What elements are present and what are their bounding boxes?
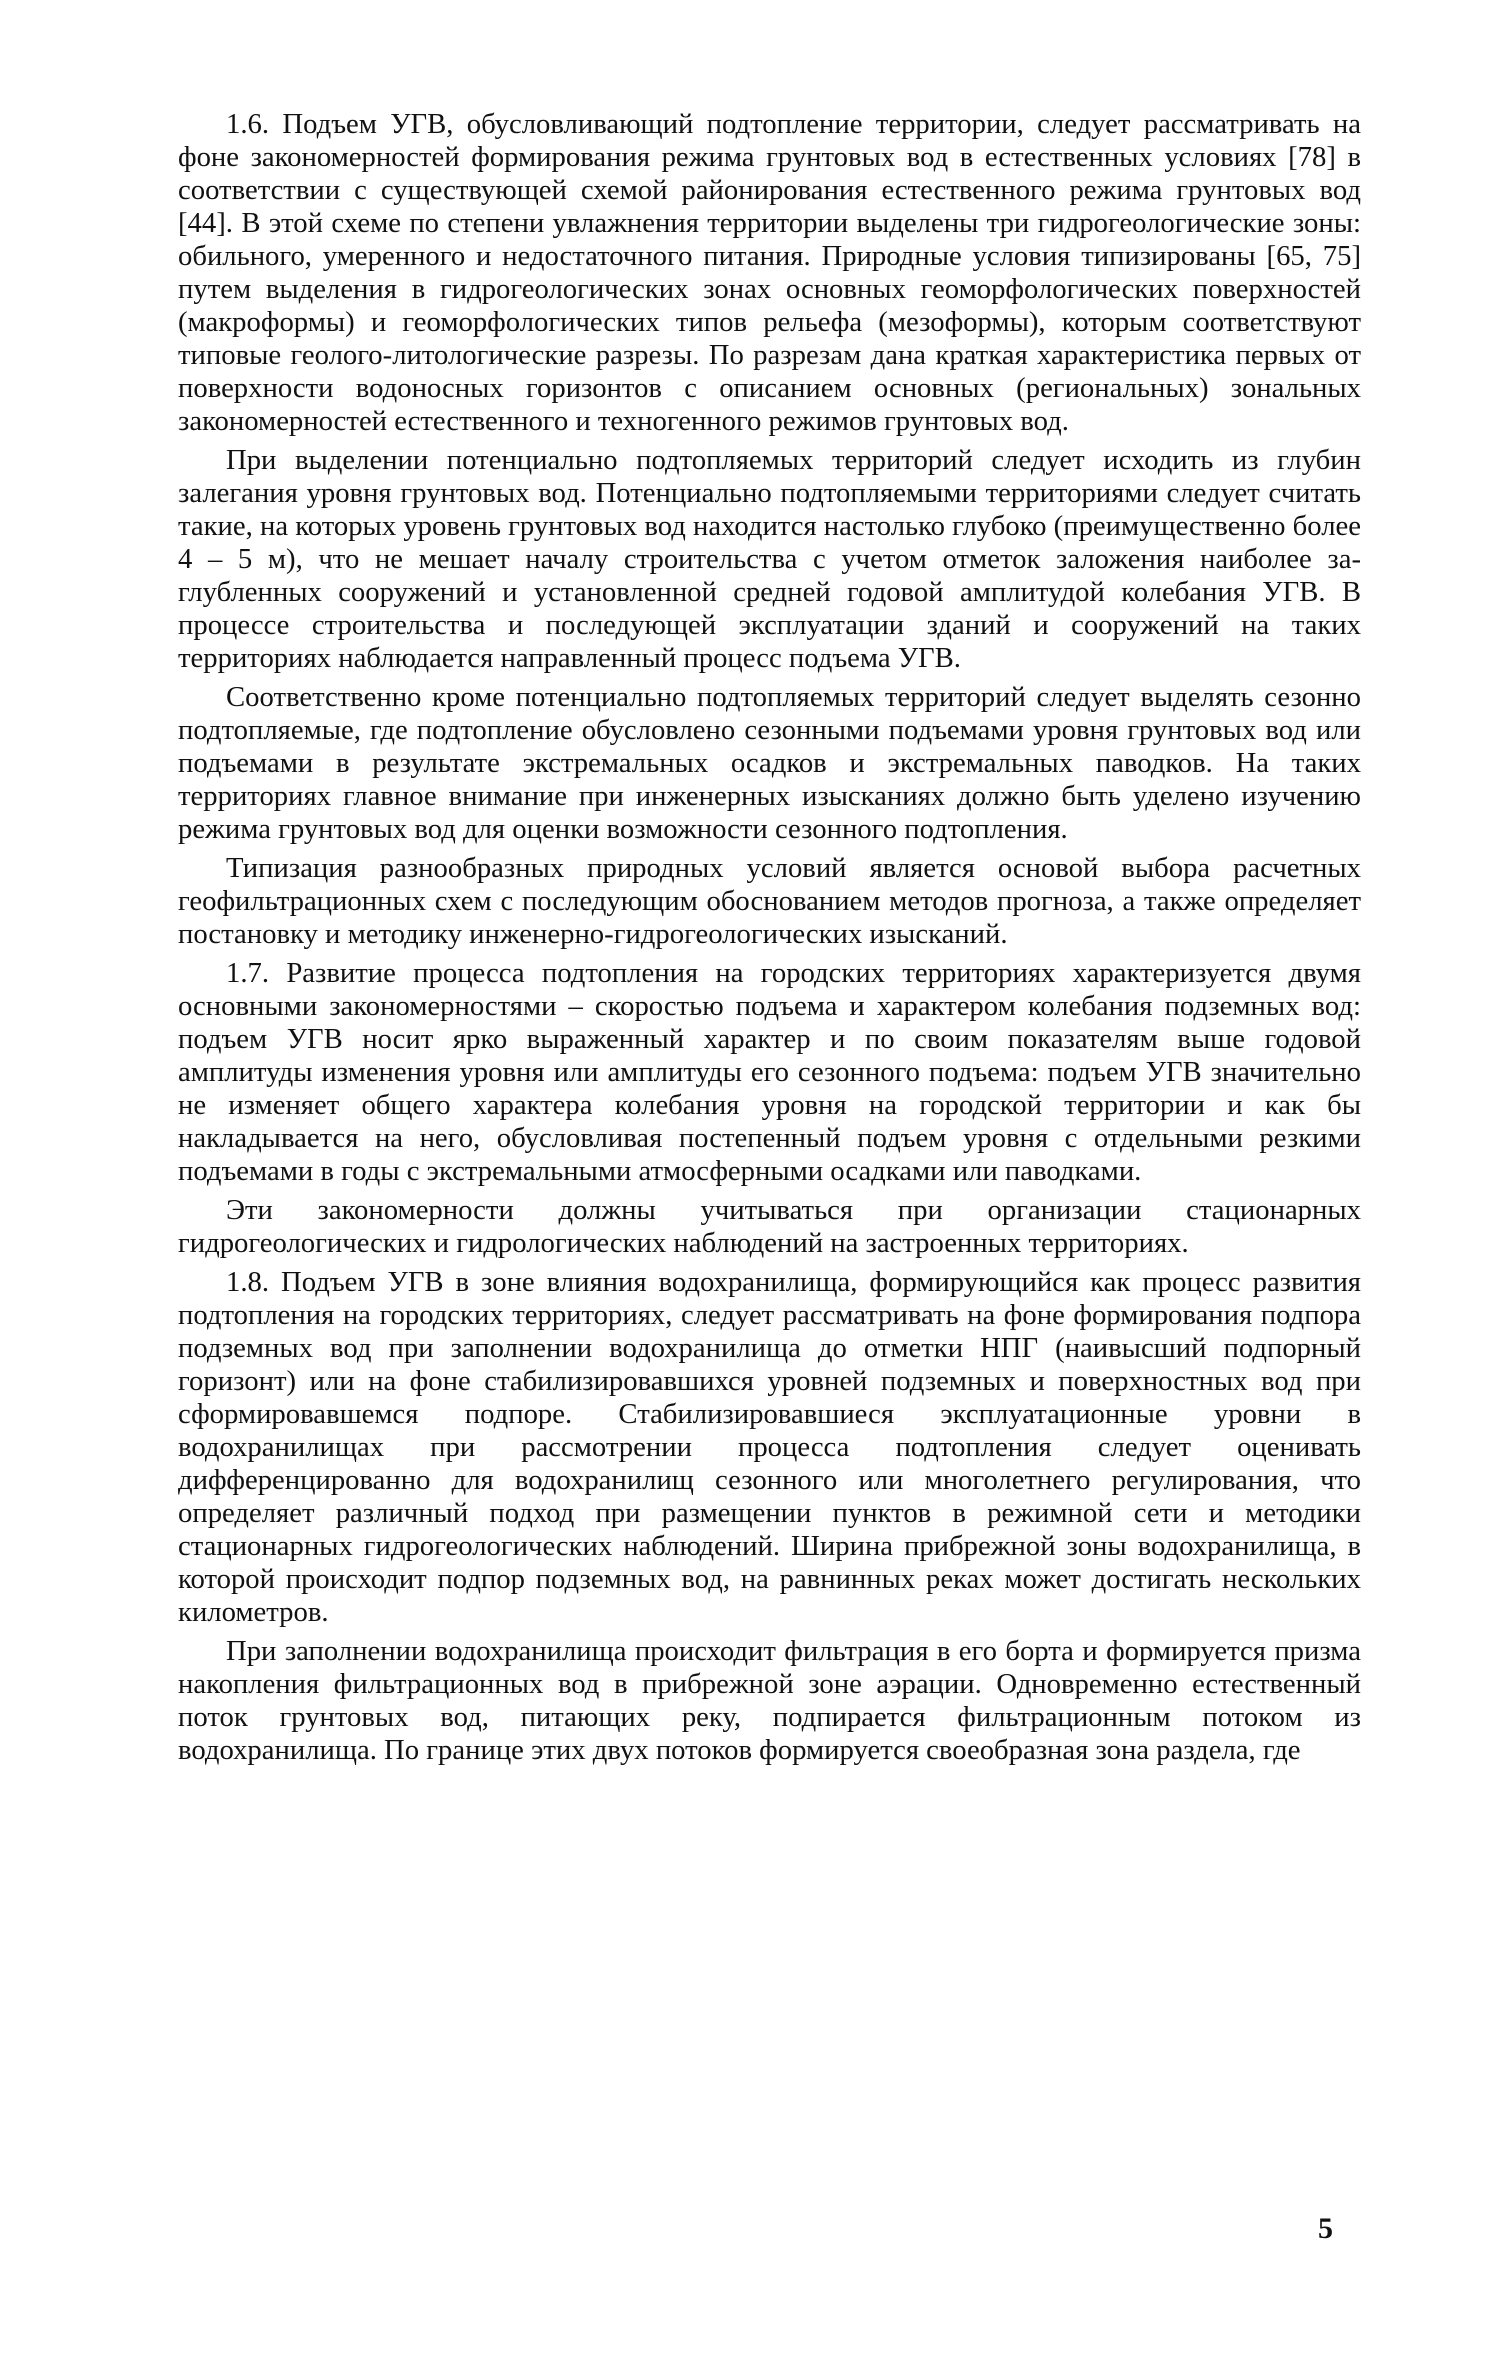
- page-number: 5: [1318, 2212, 1333, 2245]
- paragraph-1-8: 1.8. Подъем УГВ в зоне влияния водохранилища, формирующийся как процесс развития подтопления на городских территориях, следует рассматривать на фоне формирования подпора подземных вод при заполнении водохранилища до отметки НПГ (наивысший подпорный горизонт) или на фоне стабилизировавшихся уровней подземных и поверхностных вод при сформировавшемся подпоре. Стабилизировавшиеся эксплуатационные уровни в водохранилищах при рассмотрении процесса подтопления следует оценивать дифференцированно для водохранилищ сезонного или многолетнего регулирования, что определяет различный подход при размещении пунктов в режимной сети и методики стационарных гидрогеологических наблюдений. Ширина прибрежной зоны водохранилища, в которой происходит подпор подземных вод, на равнинных реках может достигать нескольких километров.: [178, 1266, 1361, 1628]
- page-body: [178, 108, 1361, 1767]
- paragraph-potential-flooding: При выделении потенциально подтопляемых территорий следует исходить из глубин залегания уровня грунтовых вод. Потенциально подтопляемыми территориями следует считать такие, на которых уровень грунтовых вод находится настолько глубоко (преимущественно более 4 – 5 м), что не мешает началу строительства с учетом отметок заложения наиболее заглубленных сооружений и установленной средней годовой амплитудой колебания УГВ. В процессе строительства и последующей эксплуатации зданий и сооружений на таких территориях наблюдается направленный процесс подъема УГВ.: [178, 444, 1361, 674]
- paragraph-observations: Эти закономерности должны учитываться при организации стационарных гидрогеологических и гидрологических наблюдений на застроенных территориях.: [178, 1194, 1361, 1259]
- paragraph-1-7: 1.7. Развитие процесса подтопления на городских территориях характеризуется двумя основными закономерностями – скоростью подъема и характером колебания подземных вод: подъем УГВ носит ярко выраженный характер и по своим показателям выше годовой амплитуды изменения уровня или амплитуды его сезонного подъема: подъем УГВ значительно не изменяет общего характера колебания уровня на городской территории и как бы накладывается на него, обусловливая постепенный подъем уровня с отдельными резкими подъемами в годы с экстремальными атмосферными осадками или паводками.: [178, 957, 1361, 1187]
- paragraph-seasonal-flooding: Соответственно кроме потенциально подтопляемых территорий следует выделять сезонно подтопляемые, где подтопление обусловлено сезонными подъемами уровня грунтовых вод или подъемами в результате экстремальных осадков и экстремальных паводков. На таких территориях главное внимание при инженерных изысканиях должно быть уделено изучению режима грунтовых вод для оценки возможности сезонного подтопления.: [178, 681, 1361, 845]
- paragraph-reservoir-filling: При заполнении водохранилища происходит фильтрация в его борта и формируется призма накопления фильтрационных вод в прибрежной зоне аэрации. Одновременно естественный поток грунтовых вод, питающих реку, подпирается фильтрационным потоком из водохранилища. По границе этих двух потоков формируется своеобразная зона раздела, где: [178, 1635, 1361, 1766]
- paragraph-1-6: 1.6. Подъем УГВ, обусловливающий подтопление территории, следует рассматривать на фоне закономерностей формирования режима грунтовых вод в естественных условиях [78] в соответствии с существующей схемой районирования естественного режима грунтовых вод [44]. В этой схеме по степени увлажнения территории выделены три гидрогеологические зоны: обильного, умеренного и недостаточного питания. Природные условия типизированы [65, 75] путем выделения в гидрогеологических зонах основных геоморфологических поверхностей (макроформы) и геоморфологических типов рельефа (мезоформы), которым соответствуют типовые геолого-литологические разрезы. По разрезам дана краткая характеристика первых от поверхности водоносных горизонтов с описанием основных (региональных) зональных закономерностей естественного и техногенного режимов грунтовых вод.: [178, 108, 1361, 437]
- paragraph-typification: Типизация разнообразных природных условий является основой выбора расчетных геофильтрационных схем с последующим обоснованием методов прогноза, а также определяет постановку и методику инженерно-гидрогеологических изысканий.: [178, 852, 1361, 950]
